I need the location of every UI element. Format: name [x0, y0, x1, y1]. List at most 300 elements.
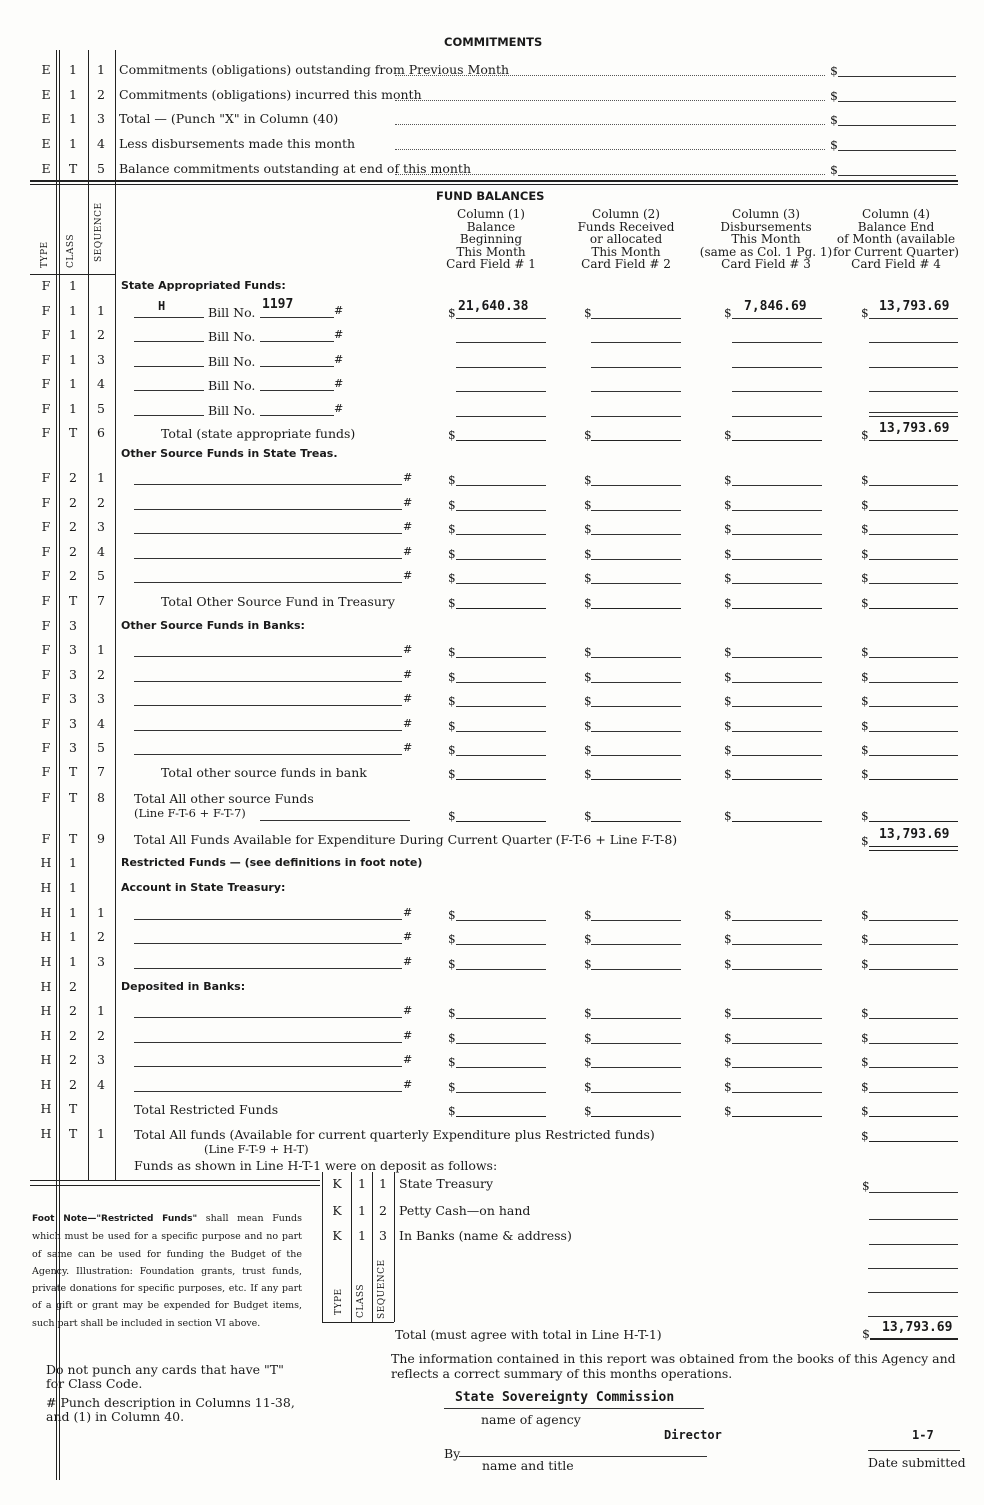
column-1-amount-line[interactable] — [456, 391, 546, 392]
row-type-code: F — [41, 593, 51, 608]
row-type-code: H — [40, 1003, 52, 1018]
row-type-code: H — [40, 905, 52, 920]
row-class-code: 3 — [69, 691, 77, 706]
deposit-amount-line[interactable] — [868, 1268, 958, 1269]
bill-number-line[interactable] — [260, 390, 334, 391]
column-2-amount-line[interactable] — [591, 682, 681, 683]
column-4-amount-line[interactable] — [869, 1018, 958, 1019]
amount-dollar: $ — [861, 645, 869, 659]
column-1-amount-line[interactable] — [456, 559, 546, 560]
section-divider — [30, 180, 958, 182]
column-3-amount-line[interactable] — [732, 1116, 822, 1117]
column-3-amount-line[interactable] — [732, 1067, 822, 1068]
column-2-amount-line[interactable] — [591, 969, 681, 970]
column-3-amount-line[interactable] — [732, 657, 822, 658]
column-3-amount-line[interactable] — [732, 731, 822, 732]
column-3-amount-line[interactable] — [732, 559, 822, 560]
column-3-amount-line[interactable] — [732, 969, 822, 970]
column-4-amount-line[interactable] — [869, 342, 958, 343]
bill-number-line[interactable] — [260, 317, 334, 318]
amount-dollar: $ — [584, 743, 592, 757]
column-4-amount-line[interactable] — [869, 706, 958, 707]
column-4-amount-line[interactable] — [869, 318, 958, 319]
description-line[interactable] — [134, 533, 402, 534]
sublabel-line — [260, 820, 410, 821]
column-header-line: Card Field # 4 — [851, 257, 941, 271]
row-seq-code: 3 — [97, 1052, 105, 1067]
amount-dollar: $ — [861, 428, 869, 442]
column-2-amount-line[interactable] — [591, 731, 681, 732]
amount-dollar: $ — [724, 719, 732, 733]
commit-class-code: 1 — [69, 87, 77, 102]
description-line[interactable] — [134, 656, 402, 657]
deposit-class-code: 1 — [358, 1176, 366, 1191]
column-2-amount-line[interactable] — [591, 608, 681, 609]
column-1-amount-line[interactable] — [456, 944, 546, 945]
column-1-amount-line[interactable] — [456, 1018, 546, 1019]
column-1-amount-line[interactable] — [456, 608, 546, 609]
hash-mark: # — [403, 668, 413, 681]
column-3-amount-line[interactable] — [732, 1092, 822, 1093]
column-2-amount-line[interactable] — [591, 1018, 681, 1019]
amount-dollar: $ — [861, 809, 869, 823]
description-line[interactable] — [134, 968, 402, 969]
column-1-amount-line[interactable] — [456, 779, 546, 780]
column-4-amount-line[interactable] — [869, 1043, 958, 1044]
total-dollar: $ — [862, 1326, 870, 1341]
agency-name-value: State Sovereignty Commission — [455, 1390, 675, 1405]
row-type-code: H — [40, 1028, 52, 1043]
column-header-line: Column (1) — [457, 207, 525, 221]
date-line[interactable] — [868, 1450, 960, 1451]
row-class-code: 1 — [69, 327, 77, 342]
column-4-amount-line[interactable] — [869, 367, 958, 368]
column-2-amount-line[interactable] — [591, 821, 681, 822]
agency-name-line[interactable] — [444, 1408, 704, 1409]
note-t-class: Do not punch any cards that have "T" for Class Code. — [46, 1362, 284, 1391]
hash-mark: # — [334, 353, 344, 366]
column-4-amount-line[interactable] — [869, 944, 958, 945]
column-1-amount-line[interactable] — [456, 583, 546, 584]
column-4-amount-line[interactable] — [869, 1116, 958, 1117]
description-line[interactable] — [134, 1042, 402, 1043]
hash-mark: # — [334, 402, 344, 415]
column-2-amount-line[interactable] — [591, 510, 681, 511]
column-4-amount-line[interactable] — [869, 583, 958, 584]
row-type-code: F — [41, 470, 51, 485]
column-2-header — [556, 208, 696, 271]
deposit-type-code: K — [332, 1228, 342, 1243]
row-type-code: F — [41, 790, 51, 805]
column-4-amount-line[interactable] — [869, 416, 958, 417]
description-line[interactable] — [134, 1017, 402, 1018]
amount-dollar: $ — [448, 694, 456, 708]
title-value: Director — [664, 1428, 722, 1442]
amount-dollar: $ — [861, 932, 869, 946]
section-heading: Deposited in Banks: — [121, 980, 246, 993]
column-header-line: This Month — [591, 244, 661, 259]
column-3-amount-line[interactable] — [732, 485, 822, 486]
amount-dollar: $ — [448, 645, 456, 659]
total-label: Total (must agree with total in Line H-T-1) — [395, 1327, 662, 1342]
column-2-amount-line[interactable] — [591, 534, 681, 535]
type-column-header: TYPE — [40, 241, 50, 268]
column-3-amount-line[interactable] — [732, 534, 822, 535]
commit-class-code: 1 — [69, 62, 77, 77]
commit-label: Total — (Punch "X" in Column (40) — [119, 111, 339, 126]
column-4-amount-line[interactable] — [869, 682, 958, 683]
commit-leader — [395, 75, 825, 76]
column-3-amount-line[interactable] — [732, 821, 822, 822]
column-2-amount-line[interactable] — [591, 920, 681, 921]
date-value: 1-7 — [912, 1428, 934, 1442]
amount-dollar: $ — [448, 670, 456, 684]
column-1-header — [421, 208, 561, 271]
description-line[interactable] — [134, 1066, 402, 1067]
column-4-amount-line[interactable] — [869, 821, 958, 822]
hash-mark: # — [403, 930, 413, 943]
column-1-amount-line[interactable] — [456, 510, 546, 511]
commit-leader — [395, 149, 825, 150]
description-line[interactable] — [134, 509, 402, 510]
row-class-code: T — [68, 831, 78, 846]
column-1-amount-line[interactable] — [456, 342, 546, 343]
column-2-amount-line[interactable] — [591, 1043, 681, 1044]
column-3-amount-line[interactable] — [732, 920, 822, 921]
column-4-amount-line[interactable] — [869, 969, 958, 970]
row-type-code: F — [41, 495, 51, 510]
column-4-amount-line[interactable] — [869, 559, 958, 560]
row-class-code: T — [68, 1126, 78, 1141]
description-line[interactable] — [134, 484, 402, 485]
row-class-code: 2 — [69, 1077, 77, 1092]
amount-dollar: $ — [448, 306, 456, 320]
column-2-amount-line[interactable] — [591, 657, 681, 658]
amount-dollar: $ — [724, 932, 732, 946]
row-class-code: 1 — [69, 929, 77, 944]
column-header-line: Funds Received — [577, 219, 675, 234]
amount-dollar: $ — [861, 547, 869, 561]
row-class-code: 3 — [69, 642, 77, 657]
row-seq-code: 7 — [97, 593, 105, 608]
amount-dollar: $ — [448, 1055, 456, 1069]
column-3-amount-line[interactable] — [732, 608, 822, 609]
row-type-code: H — [40, 855, 52, 870]
column-3-amount-line[interactable] — [732, 1043, 822, 1044]
column-4-amount-line[interactable] — [869, 485, 958, 486]
deposit-box-rule — [322, 1322, 394, 1323]
section-heading: Account in State Treasury: — [121, 881, 286, 894]
amount-dollar: $ — [584, 809, 592, 823]
amount-dollar: $ — [584, 428, 592, 442]
column-4-amount-line[interactable] — [869, 1141, 958, 1142]
row-class-code: 1 — [69, 278, 77, 293]
deposit-amount-line[interactable] — [868, 1316, 958, 1317]
row-class-code: 2 — [69, 979, 77, 994]
column-4-amount-value: 13,793.69 — [879, 421, 950, 436]
deposit-box-rule — [351, 1172, 352, 1322]
row-type-code: F — [41, 642, 51, 657]
column-1-amount-line[interactable] — [456, 920, 546, 921]
column-2-amount-line[interactable] — [591, 583, 681, 584]
column-2-amount-line[interactable] — [591, 318, 681, 319]
column-1-amount-line[interactable] — [456, 1092, 546, 1093]
column-4-amount-line[interactable] — [869, 440, 958, 441]
row-type-code: F — [41, 716, 51, 731]
row-type-code: F — [41, 327, 51, 342]
column-4-amount-line[interactable] — [869, 510, 958, 511]
column-1-amount-line[interactable] — [456, 1116, 546, 1117]
row-class-code: 2 — [69, 568, 77, 583]
column-header-line: Disbursements — [720, 219, 812, 234]
column-4-amount-line[interactable] — [869, 1092, 958, 1093]
column-4-amount-line[interactable] — [869, 534, 958, 535]
column-2-amount-line[interactable] — [591, 485, 681, 486]
row-seq-code: 3 — [97, 352, 105, 367]
row-type-code: F — [41, 425, 51, 440]
column-3-amount-line[interactable] — [732, 342, 822, 343]
bill-prefix-line[interactable] — [134, 415, 204, 416]
column-2-amount-line[interactable] — [591, 367, 681, 368]
amount-dollar: $ — [861, 957, 869, 971]
row-type-code: F — [41, 568, 51, 583]
bill-prefix-line[interactable] — [134, 390, 204, 391]
name-title-line[interactable] — [459, 1456, 707, 1457]
amount-dollar: $ — [448, 957, 456, 971]
amount-dollar: $ — [448, 547, 456, 561]
amount-dollar: $ — [724, 1055, 732, 1069]
column-header-line: Card Field # 1 — [446, 257, 536, 271]
column-1-amount-line[interactable] — [456, 485, 546, 486]
description-line[interactable] — [134, 943, 402, 944]
column-1-amount-line[interactable] — [456, 682, 546, 683]
commit-amount-line[interactable] — [838, 175, 956, 176]
commit-amount-line[interactable] — [838, 125, 956, 126]
amount-dollar: $ — [861, 1080, 869, 1094]
hash-mark: # — [334, 304, 344, 317]
column-3-header — [696, 208, 836, 271]
amount-dollar: $ — [724, 767, 732, 781]
column-3-amount-line[interactable] — [732, 583, 822, 584]
row-type-code: F — [41, 278, 51, 293]
column-1-amount-line[interactable] — [456, 534, 546, 535]
amount-dollar: $ — [448, 1006, 456, 1020]
row-class-code: 1 — [69, 855, 77, 870]
row-class-code: 2 — [69, 1003, 77, 1018]
column-4-amount-line[interactable] — [869, 657, 958, 658]
column-2-amount-line[interactable] — [591, 706, 681, 707]
column-1-amount-line[interactable] — [456, 318, 546, 319]
total-row-label: Total other source funds in bank — [161, 765, 367, 780]
column-header-line: (same as Col. 1 Pg. 1) — [699, 244, 833, 259]
deposit-amount-line[interactable] — [869, 1244, 958, 1245]
column-3-amount-line[interactable] — [732, 1018, 822, 1019]
row-class-code: 3 — [69, 716, 77, 731]
column-1-amount-line[interactable] — [456, 1043, 546, 1044]
row-seq-code: 5 — [97, 568, 105, 583]
total-row-label: Total All Funds Available for Expenditure During Current Quarter (F-T-6 + Line F-T-8) — [134, 832, 678, 847]
commit-leader — [395, 124, 825, 125]
bill-number-line[interactable] — [260, 341, 334, 342]
description-line[interactable] — [134, 681, 402, 682]
commit-dollar: $ — [830, 162, 838, 177]
commit-type-code: E — [41, 161, 51, 176]
column-2-amount-line[interactable] — [591, 755, 681, 756]
by-label: By — [444, 1446, 461, 1461]
column-3-amount-line[interactable] — [732, 779, 822, 780]
column-3-amount-line[interactable] — [732, 755, 822, 756]
column-4-amount-value: 13,793.69 — [879, 827, 950, 842]
column-4-amount-line[interactable] — [869, 391, 958, 392]
commit-amount-line[interactable] — [838, 150, 956, 151]
column-4-amount-line[interactable] — [869, 731, 958, 732]
amount-dollar: $ — [584, 1006, 592, 1020]
row-class-code: 1 — [69, 352, 77, 367]
bill-number-line[interactable] — [260, 366, 334, 367]
hash-mark: # — [403, 1004, 413, 1017]
amount-dollar: $ — [724, 522, 732, 536]
hash-mark: # — [403, 643, 413, 656]
column-2-amount-line[interactable] — [591, 1116, 681, 1117]
amount-dollar: $ — [584, 1080, 592, 1094]
column-2-amount-line[interactable] — [591, 342, 681, 343]
column-4-amount-line[interactable] — [869, 1067, 958, 1068]
column-2-amount-line[interactable] — [591, 440, 681, 441]
column-2-amount-line[interactable] — [591, 391, 681, 392]
description-line[interactable] — [134, 582, 402, 583]
description-line[interactable] — [134, 754, 402, 755]
amount-dollar: $ — [448, 498, 456, 512]
column-1-amount-line[interactable] — [456, 440, 546, 441]
column-2-amount-line[interactable] — [591, 559, 681, 560]
column-4-amount-line[interactable] — [869, 779, 958, 780]
column-1-amount-line[interactable] — [456, 416, 546, 417]
deposit-amount-line[interactable] — [869, 1192, 958, 1193]
column-3-amount-line[interactable] — [732, 944, 822, 945]
column-1-amount-line[interactable] — [456, 367, 546, 368]
row-type-code: H — [40, 1101, 52, 1116]
column-1-amount-line[interactable] — [456, 657, 546, 658]
column-3-amount-line[interactable] — [732, 367, 822, 368]
amount-dollar: $ — [584, 306, 592, 320]
amount-dollar: $ — [861, 908, 869, 922]
total-row-label: Total All funds (Available for current quarterly Expenditure plus Restricted funds) — [134, 1127, 655, 1142]
bill-prefix-line[interactable] — [134, 366, 204, 367]
column-header-line: This Month — [731, 232, 801, 246]
row-type-code: F — [41, 667, 51, 682]
row-class-code: 2 — [69, 1052, 77, 1067]
bill-label: Bill No. — [208, 378, 256, 393]
amount-dollar: $ — [861, 1055, 869, 1069]
column-header-line: Balance — [466, 219, 516, 234]
column-header-line: Balance End — [857, 219, 935, 234]
amount-dollar: $ — [584, 522, 592, 536]
section-heading: Other Source Funds in Banks: — [121, 619, 305, 632]
column-2-amount-line[interactable] — [591, 416, 681, 417]
description-line[interactable] — [134, 558, 402, 559]
column-1-amount-line[interactable] — [456, 755, 546, 756]
hash-mark: # — [403, 496, 413, 509]
column-3-amount-line[interactable] — [732, 391, 822, 392]
description-line[interactable] — [134, 705, 402, 706]
amount-dollar: $ — [861, 834, 869, 848]
column-3-amount-line[interactable] — [732, 318, 822, 319]
deposit-seq-code: 1 — [379, 1176, 387, 1191]
deposit-class-code: 1 — [358, 1203, 366, 1218]
deposit-amount-line[interactable] — [869, 1219, 958, 1220]
description-line[interactable] — [134, 1091, 402, 1092]
column-3-amount-line[interactable] — [732, 416, 822, 417]
amount-dollar: $ — [584, 1104, 592, 1118]
column-3-amount-line[interactable] — [732, 510, 822, 511]
column-2-amount-line[interactable] — [591, 944, 681, 945]
commit-amount-line[interactable] — [838, 76, 956, 77]
row-seq-code: 5 — [97, 401, 105, 416]
bill-prefix-line[interactable] — [134, 317, 204, 318]
row-type-code: F — [41, 401, 51, 416]
row-type-code: F — [41, 764, 51, 779]
commit-amount-line[interactable] — [838, 101, 956, 102]
deposit-box-rule — [394, 1172, 395, 1322]
column-4-amount-line[interactable] — [869, 608, 958, 609]
amount-dollar: $ — [584, 1031, 592, 1045]
column-3-amount-value: 7,846.69 — [744, 299, 807, 314]
column-2-amount-line[interactable] — [591, 1092, 681, 1093]
row-seq-code: 2 — [97, 327, 105, 342]
amount-dollar: $ — [861, 1006, 869, 1020]
row-type-code: F — [41, 544, 51, 559]
commit-seq-code: 3 — [97, 111, 105, 126]
column-2-amount-line[interactable] — [591, 1067, 681, 1068]
amount-dollar: $ — [448, 719, 456, 733]
row-type-code: H — [40, 880, 52, 895]
column-1-amount-line[interactable] — [456, 731, 546, 732]
column-1-amount-line[interactable] — [456, 706, 546, 707]
column-4-amount-line[interactable] — [869, 846, 958, 847]
column-2-amount-line[interactable] — [591, 779, 681, 780]
column-4-amount-line[interactable] — [869, 920, 958, 921]
date-caption: Date submitted — [868, 1455, 966, 1470]
amount-dollar: $ — [584, 571, 592, 585]
hash-mark: # — [403, 569, 413, 582]
bill-number-line[interactable] — [260, 415, 334, 416]
amount-dollar: $ — [724, 1031, 732, 1045]
column-3-amount-line[interactable] — [732, 706, 822, 707]
amount-dollar: $ — [724, 1080, 732, 1094]
description-line[interactable] — [134, 730, 402, 731]
bill-label: Bill No. — [208, 329, 256, 344]
column-1-amount-line[interactable] — [456, 1067, 546, 1068]
commit-label: Less disbursements made this month — [119, 136, 356, 151]
description-line[interactable] — [134, 919, 402, 920]
header-rule — [30, 274, 116, 275]
deposit-amount-line[interactable] — [868, 1292, 958, 1293]
column-3-amount-line[interactable] — [732, 440, 822, 441]
row-seq-code: 1 — [97, 1003, 105, 1018]
column-4-amount-line[interactable] — [869, 755, 958, 756]
deposit-type-header: TYPE — [334, 1288, 344, 1315]
amount-dollar: $ — [724, 428, 732, 442]
amount-dollar: $ — [724, 498, 732, 512]
amount-dollar: $ — [724, 809, 732, 823]
deposit-class-header: CLASS — [356, 1283, 366, 1318]
column-3-amount-line[interactable] — [732, 682, 822, 683]
bill-prefix-line[interactable] — [134, 341, 204, 342]
column-1-amount-line[interactable] — [456, 969, 546, 970]
column-1-amount-line[interactable] — [456, 821, 546, 822]
class-column-header: CLASS — [66, 233, 76, 268]
commit-type-code: E — [41, 136, 51, 151]
